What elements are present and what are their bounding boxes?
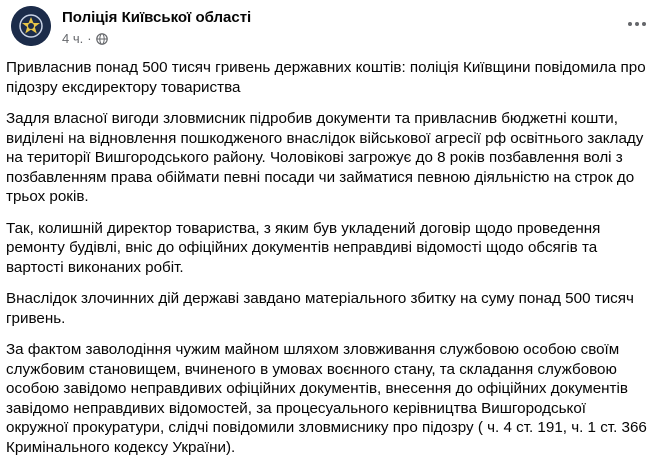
police-emblem-icon <box>11 6 51 46</box>
post-header <box>11 6 661 50</box>
ellipsis-icon[interactable] <box>627 14 647 34</box>
post-meta <box>62 31 108 46</box>
post-paragraph: За фактом заволодіння чужим майном шляхом зловживання службовою особою своїм службовим становищем, вчиненого в умовах воєнного стану, та складання службовою особою завідомо неправдивих офіційних документів, внесення до офіційних документів завідомо неправдивих відомостей, за процесуального керівництва Вишгородської окружної прокуратури, слідчі повідомили зловмиснику про підозру ( ч. 4 ст. 191, ч. 1 ст. 366 Кримінального кодексу України). <box>6 341 647 456</box>
post-time[interactable]: 4 ч. <box>62 31 84 46</box>
post-paragraph: Привласнив понад 500 тисяч гривень державних коштів: поліція Київщини повідомила про підозру ексдиректору товариства <box>6 59 646 96</box>
globe-icon <box>96 33 108 45</box>
meta-separator: · <box>87 31 92 46</box>
post-paragraph: Задля власної вигоди зловмисник підробив документи та привласнив бюджетні кошти, виділені на відновлення пошкодженого внаслідок військової агресії рф освітнього закладу на території Вишгородського району. Чоловікові загрожує до 8 років позбавлення волі з позбавленням права обіймати певні посади чи займатися певною діяльністю на строк до трьох років. <box>6 110 644 205</box>
post-paragraph: Внаслідок злочинних дій державі завдано матеріального збитку на суму понад 500 тисяч гривень. <box>6 290 634 327</box>
post-body <box>6 58 651 469</box>
post-paragraph: Так, колишній директор товариства, з яким був укладений договір щодо проведення ремонту будівлі, вніс до офіційних документів неправдиві відомості щодо обсягів та вартості виконаних робіт. <box>6 219 601 276</box>
avatar[interactable] <box>11 6 51 46</box>
page-name[interactable]: Поліція Київської області <box>62 9 252 26</box>
